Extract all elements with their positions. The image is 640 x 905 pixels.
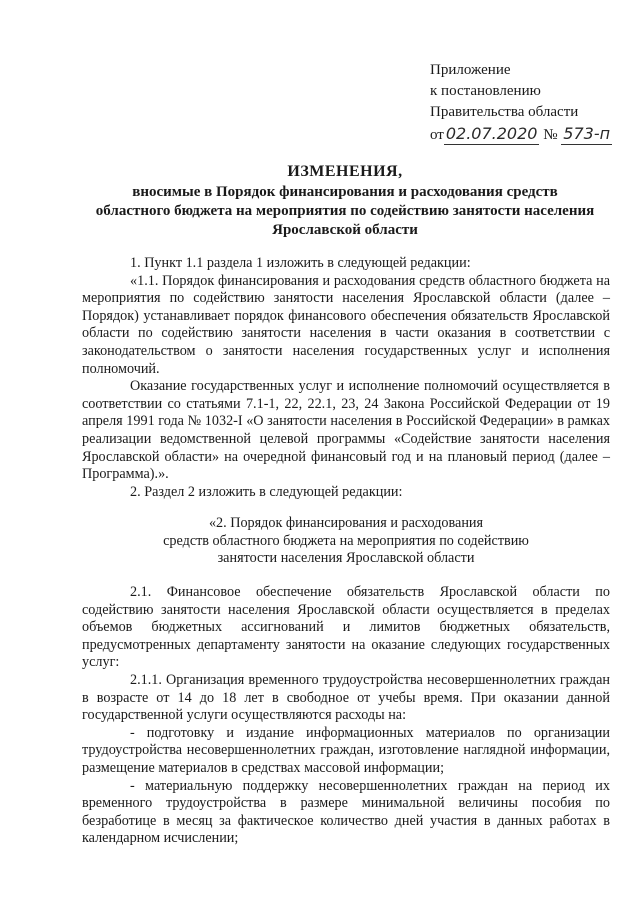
body-part-2: [82, 584, 610, 848]
paragraph-7: - подготовку и издание информационных материалов по организации трудоустройства несовершеннолетних граждан, изготовление наглядной информации, размещение материалов в средствах массовой информации;: [82, 724, 610, 776]
paragraph-2: «1.1. Порядок финансирования и расходования средств областного бюджета на мероприятия по содействию занятости населения Ярославской области (далее – Порядок) устанавливает порядок финансового обеспечения обязательств Ярославской области по содействию занятости населения в части оказания в соответствии с законодательством о занятости населения государственных услуг и исполнения полномочий.: [82, 272, 610, 377]
paragraph-4: 2. Раздел 2 изложить в следующей редакции:: [130, 483, 403, 500]
section-title-line-2: средств областного бюджета на мероприятия по содействию: [163, 532, 529, 549]
title-main: ИЗМЕНЕНИЯ,: [287, 163, 403, 180]
handwritten-number: 573-п: [563, 124, 611, 143]
title-sub-1: вносимые в Порядок финансирования и расходования средств: [132, 184, 558, 200]
approval-line-1: Приложение: [430, 62, 511, 78]
paragraph-8: - материальную поддержку несовершеннолетних граждан на период их временного трудоустройства в размере минимальной величины пособия по безработице в месяц за фактическое количество дней участия в данных работах в календарном исчислении;: [82, 777, 610, 847]
title-sub-3: Ярославской области: [272, 222, 418, 238]
approval-line-2: к постановлению: [430, 83, 541, 99]
paragraph-5: 2.1. Финансовое обеспечение обязательств Ярославской области по содействию занятости населения Ярославской области осуществляется в пределах объемов бюджетных ассигнований и лимитов бюджетных обязательств, предусмотренных департаменту занятости на оказание следующих государственных услуг:: [82, 584, 610, 671]
paragraph-6: 2.1.1. Организация временного трудоустройства несовершеннолетних граждан в возрасте от 14 до 18 лет в свободное от учебы время. При оказании данной государственной услуги осуществляются расходы на:: [82, 671, 610, 724]
paragraph-3: Оказание государственных услуг и исполнение полномочий осуществляется в соответствии со статьями 7.1-1, 22, 22.1, 23, 24 Закона Российской Федерации от 19 апреля 1991 года № 1032-I «О занятости населения в Российской Федерации» в рамках реализации ведомственной целевой программы «Содействие занятости населения Ярославской области» на очередной финансовый год и на плановый период (далее – Программа).».: [82, 378, 610, 483]
section-title-line-3: занятости населения Ярославской области: [217, 550, 475, 567]
from-label: от: [430, 127, 444, 143]
number-label: №: [543, 127, 558, 143]
section-title: [82, 515, 610, 568]
approval-line-3: Правительства области: [430, 104, 579, 120]
document-title: [80, 161, 610, 240]
approval-block: [430, 60, 612, 146]
handwritten-date: 02.07.2020: [445, 124, 538, 143]
paragraph-1: 1. Пункт 1.1 раздела 1 изложить в следующей редакции:: [130, 255, 471, 271]
body-part-1: [82, 255, 610, 501]
section-title-line-1: «2. Порядок финансирования и расходования: [208, 515, 484, 531]
approval-date-line: [430, 123, 612, 146]
title-sub-2: областного бюджета на мероприятия по содействию занятости населения: [95, 203, 595, 219]
